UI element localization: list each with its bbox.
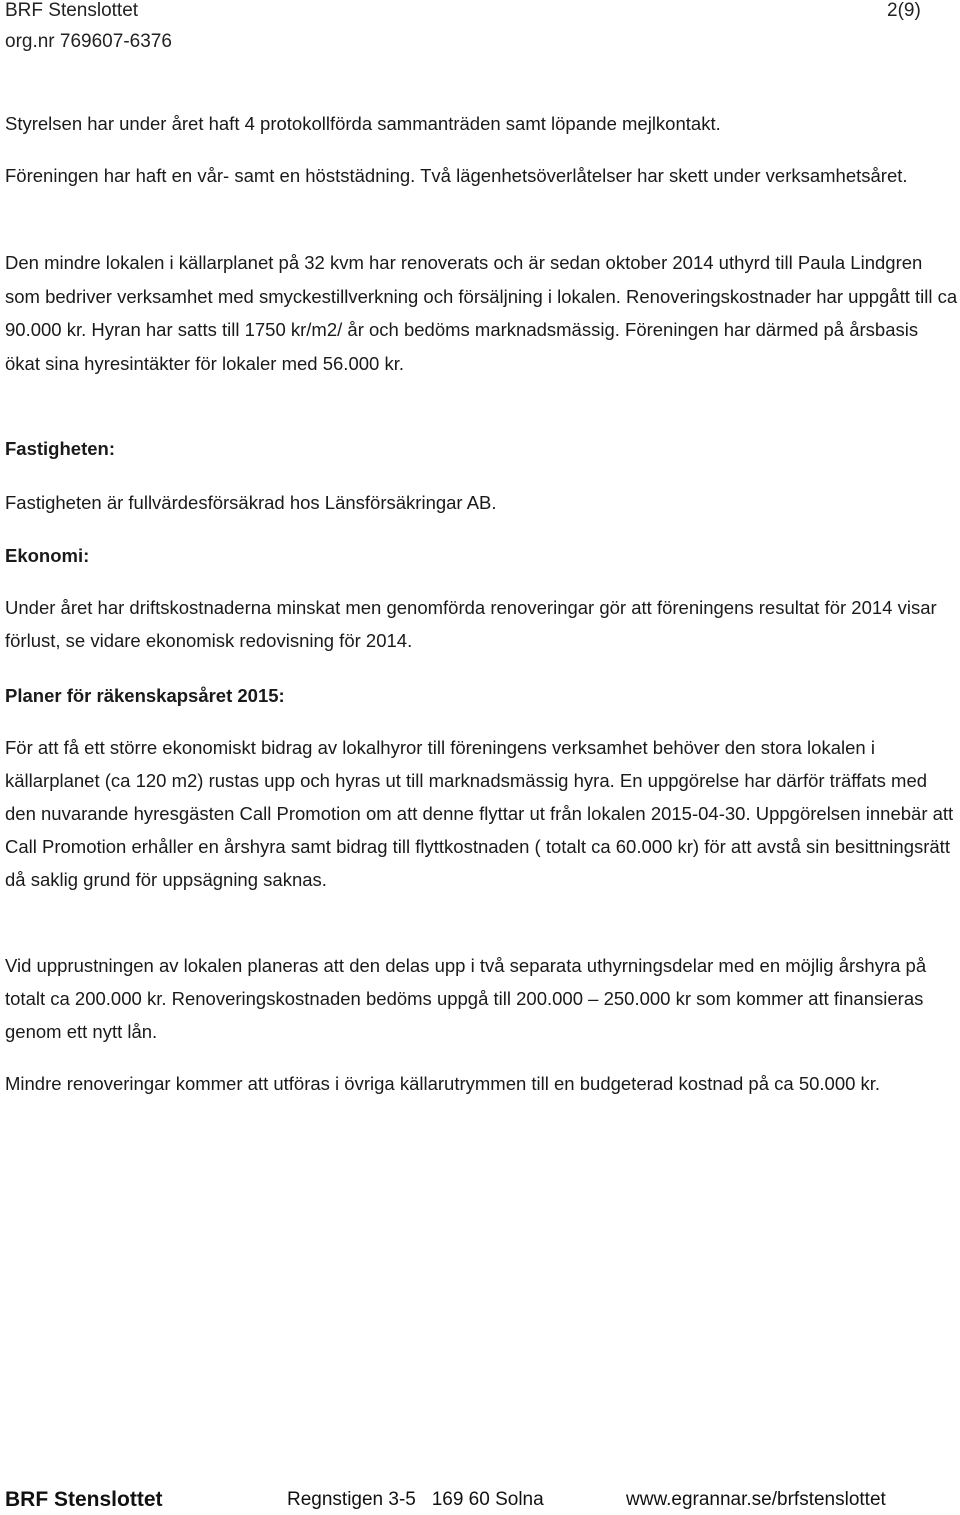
footer-address: Regnstigen 3-5 169 60 Solna bbox=[287, 1489, 544, 1510]
paragraph-small-premises: Den mindre lokalen i källarplanet på 32 kvm har renoverats och är sedan oktober 2014 uthyrd till Paula Lindgren som bedriver verksamhet med smyckestillverkning och försäljning i lokalen. Renoveringskostnader har uppgått till ca 90.000 kr. Hyran har satts till 1750 kr/m2/ år och bedöms marknadsmässig. Föreningen har därmed på årsbasis ökat sina hyresintäkter för lokaler med 56.000 kr. bbox=[5, 252, 958, 374]
footer-website: www.egrannar.se/brfstenslottet bbox=[626, 1489, 886, 1510]
footer-brand: BRF Stenslottet bbox=[5, 1488, 163, 1511]
org-number: org.nr 769607-6376 bbox=[5, 31, 172, 52]
paragraph-plans-minor: Mindre renoveringar kommer att utföras i övriga källarutrymmen till en budgeterad kostnad på ca 50.000 kr. bbox=[5, 1073, 881, 1094]
heading-planer: Planer för räkenskapsåret 2015: bbox=[5, 685, 285, 706]
paragraph-meetings: Styrelsen har under året haft 4 protokollförda sammanträden samt löpande mejlkontakt. bbox=[5, 113, 721, 134]
heading-ekonomi: Ekonomi: bbox=[5, 545, 90, 566]
paragraph-cleaning: Föreningen har haft en vår- samt en höststädning. Två lägenhetsöverlåtelser har skett under verksamhetsåret. bbox=[5, 165, 908, 186]
org-name: BRF Stenslottet bbox=[5, 0, 139, 21]
paragraph-economy: Under året har driftskostnaderna minskat men genomförda renoveringar gör att föreningens resultat för 2014 visar förlust, se vidare ekonomisk redovisning för 2014. bbox=[5, 597, 937, 651]
page-indicator: 2(9) bbox=[887, 0, 921, 21]
paragraph-plans-large-premises: För att få ett större ekonomiskt bidrag av lokalhyror till föreningens verksamhet behöver den stora lokalen i källarplanet (ca 120 m2) rustas upp och hyras ut till marknadsmässig hyra. En uppgörelse har därför träffats med den nuvarande hyresgästen Call Promotion om att denne flyttar ut från lokalen 2015-04-30. Uppgörelsen innebär att Call Promotion erhåller en årshyra samt bidrag till flyttkostnaden ( totalt ca 60.000 kr) för att avstå sin besittningsrätt då saklig grund för uppsägning saknas. bbox=[5, 737, 954, 890]
heading-fastigheten: Fastigheten: bbox=[5, 438, 115, 459]
paragraph-insurance: Fastigheten är fullvärdesförsäkrad hos Länsförsäkringar AB. bbox=[5, 492, 497, 513]
paragraph-plans-renovation: Vid upprustningen av lokalen planeras att den delas upp i två separata uthyrningsdelar med en möjlig årshyra på totalt ca 200.000 kr. Renoveringskostnaden bedöms uppgå till 200.000 – 250.000 kr som kommer att finansieras genom ett nytt lån. bbox=[5, 955, 927, 1042]
